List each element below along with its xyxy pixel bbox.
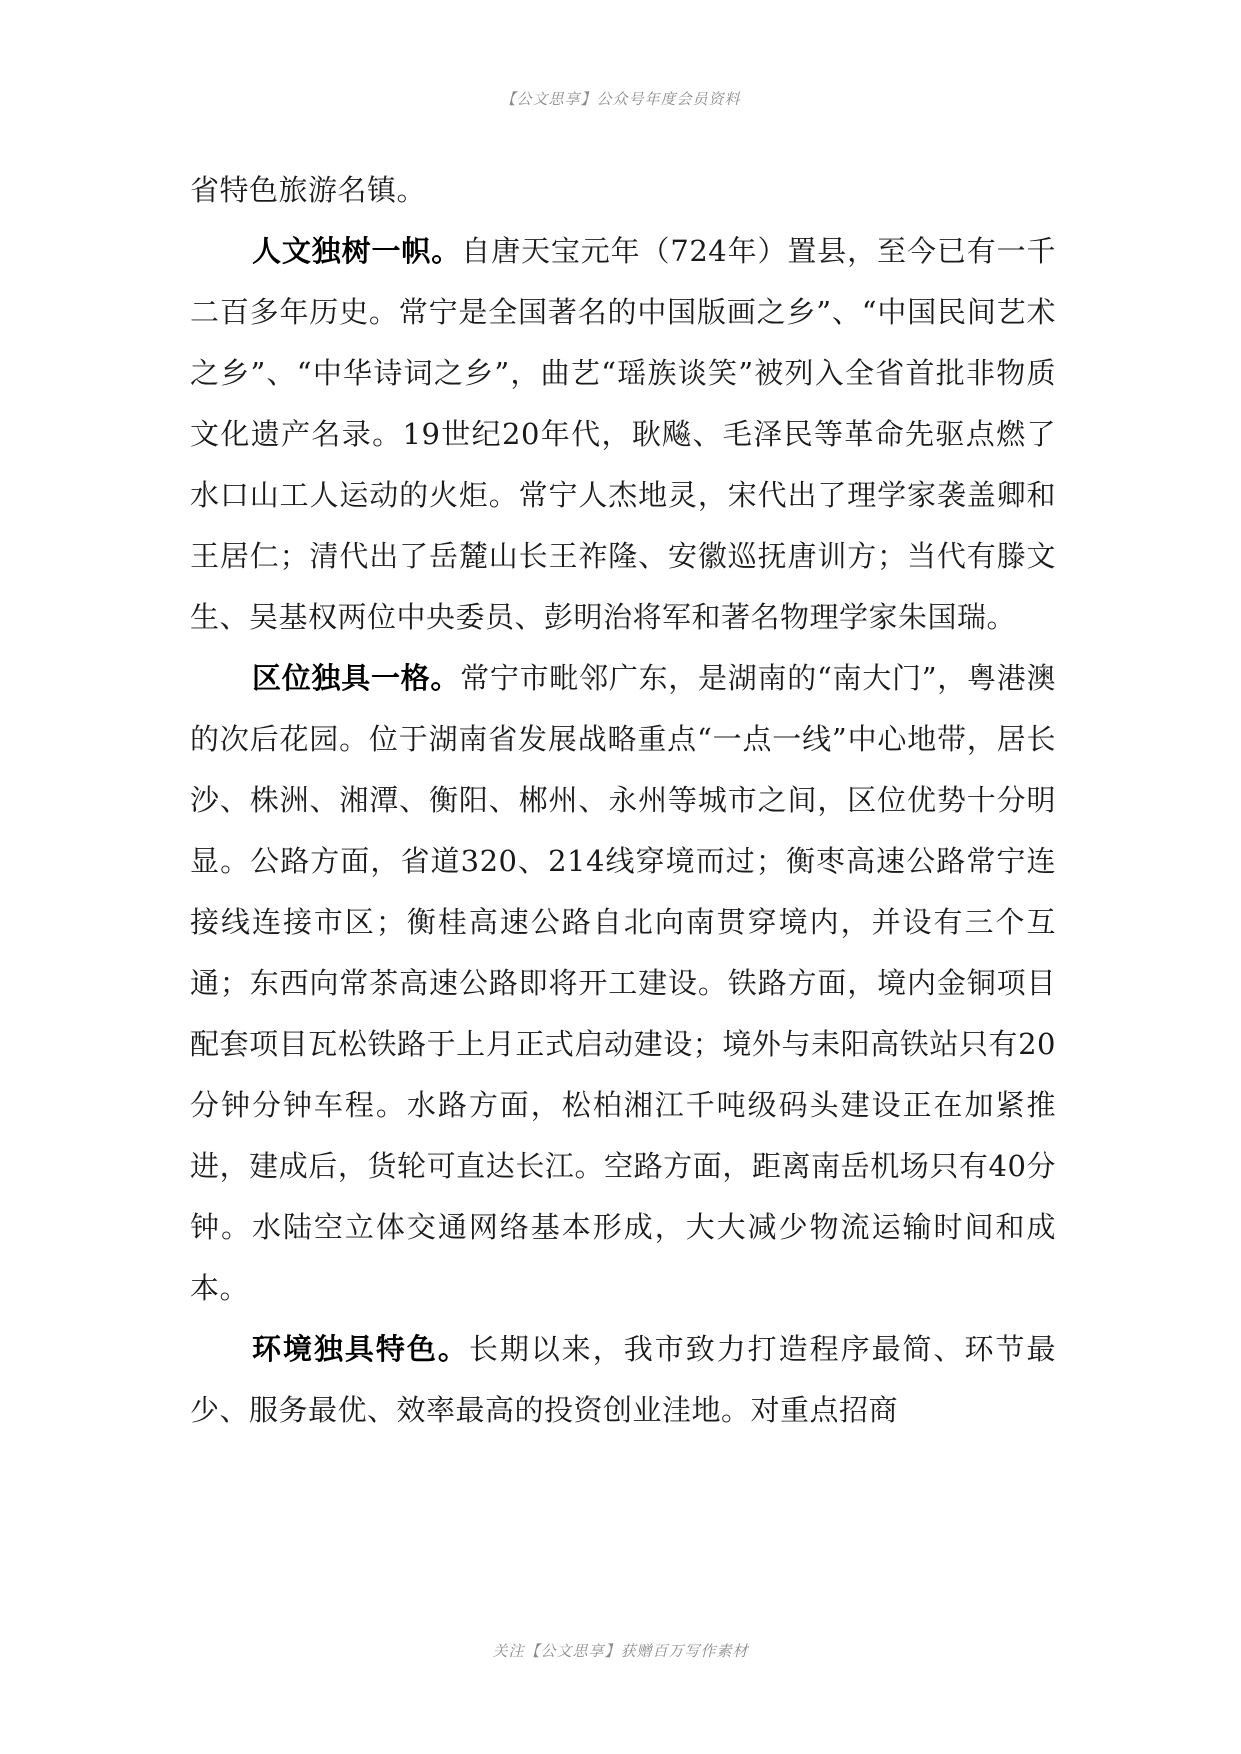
paragraph-body: 长期以来，我市致力打造程序最简、环节最少、服务最优、效率最高的投资创业洼地。对重点招商: [190, 1332, 1056, 1427]
paragraph-environment: [190, 1319, 1056, 1441]
paragraph-culture: [190, 221, 1056, 648]
paragraph-body: 常宁市毗邻广东，是湖南的“南大门”，粤港澳的次后花园。位于湖南省发展战略重点“一点一线”中心地带，居长沙、株洲、湘潭、衡阳、郴州、永州等城市之间，区位优势十分明显。公路方面，省道320、214线穿境而过；衡枣高速公路常宁连接线连接市区；衡桂高速公路自北向南贯穿境内，并设有三个互通；东西向常茶高速公路即将开工建设。铁路方面，境内金铜项目配套项目瓦松铁路于上月正式启动建设；境外与耒阳高铁站只有20分钟分钟车程。水路方面，松柏湘江千吨级码头建设正在加紧推进，建成后，货轮可直达长江。空路方面，距离南岳机场只有40分钟。水陆空立体交通网络基本形成，大大减少物流运输时间和成本。: [190, 661, 1056, 1305]
paragraph-body: 省特色旅游名镇。: [190, 173, 427, 207]
page-footer: 关注【公文思享】获赠百万写作素材: [492, 1642, 749, 1660]
paragraph-heading: 环境独具特色。: [252, 1332, 469, 1366]
paragraph-heading: 人文独树一帜。: [252, 234, 462, 268]
paragraph-body: 自唐天宝元年（724年）置县，至今已有一千二百多年历史。常宁是全国著名的中国版画之乡”、“中国民间艺术之乡”、“中华诗词之乡”，曲艺“瑶族谈笑”被列入全省首批非物质文化遗产名录。19世纪20年代，耿飚、毛泽民等革命先驱点燃了水口山工人运动的火炬。常宁人杰地灵，宋代出了理学家袭盖卿和王居仁；清代出了岳麓山长王祚隆、安徽巡抚唐训方；当代有滕文生、吴基权两位中央委员、彭明治将军和著名物理学家朱国瑞。: [190, 234, 1056, 634]
document-body: [190, 160, 1056, 1441]
paragraph-continuation: [190, 160, 1056, 221]
paragraph-heading: 区位独具一格。: [252, 661, 461, 695]
page-header: 【公文思享】公众号年度会员资料: [500, 90, 741, 108]
paragraph-location: [190, 648, 1056, 1319]
